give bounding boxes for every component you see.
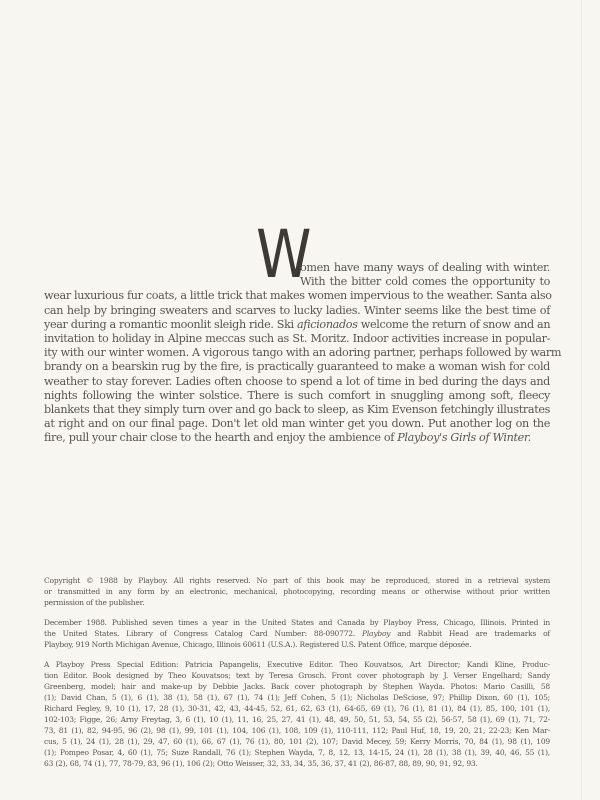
text-line	[44, 389, 550, 403]
text-segment: year during a romantic moonlit sleigh ride. Ski	[44, 317, 297, 331]
text-segment: omen have many ways of dealing with winter.	[300, 261, 550, 274]
text-line	[44, 360, 550, 374]
text-segment: brandy on a bearskin rug by the fire, is practically guaranteed to make a woman wish for cold	[44, 360, 550, 374]
text-line	[44, 758, 550, 769]
text-line	[44, 332, 550, 346]
text-segment: 102-103; Figge, 26; Arny Freytag, 3, 6 (1), 10 (1), 11, 16, 25, 27, 41 (1), 48, 49, 50, 51, 53, 54, 55 (2), 56-57, 58 (1), 69 (1), 71, 72-	[44, 715, 550, 724]
text-line	[44, 692, 550, 703]
text-line	[44, 304, 550, 318]
text-segment: fire, pull your chair close to the hearth and enjoy the ambience of	[44, 431, 398, 445]
text-segment: 63 (2), 68, 74 (1), 77, 78-79, 83, 96 (1), 106 (2); Otto Weisser, 32, 33, 34, 35, 36, 37, 41 (2), 86-87, 88, 89, 90, 91, 92, 93.	[44, 759, 478, 768]
text-segment: at right and on our final page. Don't let old man winter get you down. Put another log on the	[44, 417, 550, 431]
intro-paragraph	[44, 261, 562, 445]
text-line	[44, 714, 550, 725]
italic-text: Playboy's Girls of Winter.	[397, 431, 531, 445]
text-segment: December 1988. Published seven times a year in the United States and Canada by Playboy Press, Chicago, Illinois. Printed in	[44, 618, 550, 627]
text-segment: permission of the publisher.	[44, 598, 145, 607]
text-segment: (1); Pompeo Posar, 4, 60 (1), 75; Suze Randall, 76 (1); Stephen Wayda, 7, 8, 12, 13, 14-15, 24 (1), 28 (1), 38 (1), 39, 40, 46, 55 (1),	[44, 748, 550, 757]
text-line	[44, 736, 550, 747]
italic-text: Playboy	[362, 629, 391, 638]
page-edge	[581, 0, 582, 800]
text-line	[44, 681, 550, 692]
text-segment: invitation to holiday in Alpine meccas such as St. Moritz. Indoor activities increase in popular-	[44, 331, 550, 345]
text-segment: Copyright © 1988 by Playboy. All rights reserved. No part of this book may be reproduced, stored in a retrieval system	[44, 576, 550, 585]
text-line	[300, 275, 550, 289]
text-line	[44, 703, 550, 714]
text-segment: wear luxurious fur coats, a little trick that makes women impervious to the weather. Santa also	[44, 289, 552, 303]
text-line	[44, 586, 550, 597]
text-segment: Playboy, 919 North Michigan Avenue, Chicago, Illinois 60611 (U.S.A.). Registered U.S. Patent Office, marque déposée.	[44, 640, 472, 649]
text-line	[44, 725, 550, 736]
text-line	[44, 403, 550, 417]
drop-cap: W	[256, 216, 312, 293]
text-segment: (1); David Chan, 5 (1), 6 (1), 38 (1), 58 (1), 67 (1), 74 (1); Jeff Cohen, 5 (1); Nicholas DeSciose, 97; Phillip Dixon, 60 (1), 105;	[44, 693, 550, 702]
text-segment: or transmitted in any form by an electronic, mechanical, photocopying, recording means or otherwise without prior written	[44, 587, 550, 596]
credits-paragraph	[44, 659, 550, 769]
text-segment: 73, 81 (1), 82, 94-95, 96 (2), 98 (1), 99, 101 (1), 104, 106 (1), 108, 109 (1), 110-111, 112; Paul Huf, 18, 19, 20, 21, 22-23; Ken Mar-	[44, 726, 550, 735]
text-segment: nights following the winter solstice. There is such comfort in snuggling among soft, fleecy	[44, 388, 550, 402]
text-segment: ity with our winter women. A vigorous tango with an adoring partner, perhaps followed by warm	[44, 346, 562, 360]
text-line	[44, 747, 550, 758]
text-line	[44, 659, 550, 670]
text-segment: Richard Fegley, 9, 10 (1), 17, 28 (1), 30-31, 42, 43, 44-45, 52, 61, 62, 63 (1), 64-65, 69 (1), 76 (1), 81 (1), 84 (1), 85, 100, 101 (1),	[44, 704, 550, 713]
copyright-notice	[44, 575, 550, 608]
text-segment: weather to stay forever. Ladies often choose to spend a lot of time in bed during the days and	[44, 374, 550, 388]
text-segment: Greenberg, model; hair and make-up by Debbie Jacks. Back cover photograph by Stephen Wayda. Photos: Mario Casilli, 58	[44, 682, 550, 691]
text-line	[44, 289, 550, 303]
text-line	[300, 261, 550, 275]
text-segment: tion Editor. Book designed by Theo Kouvatsos; text by Teresa Grosch. Front cover photograph by J. Verser Engelhard; Sandy	[44, 671, 550, 680]
text-line	[44, 575, 550, 586]
text-line	[44, 417, 550, 431]
text-segment: With the bitter cold comes the opportunity to	[300, 275, 550, 289]
text-line	[44, 670, 550, 681]
text-line	[44, 617, 550, 628]
text-line	[44, 346, 562, 360]
text-segment: the United States. Library of Congress Catalog Card Number: 88-090772.	[44, 629, 363, 638]
text-segment: and Rabbit Head are trademarks of	[390, 629, 550, 638]
text-segment: A Playboy Press Special Edition: Patricia Papangelis, Executive Editor. Theo Kouvatsos, Art Director; Kandi Kline, Produc-	[44, 660, 550, 669]
text-line	[44, 639, 550, 650]
text-line	[44, 597, 550, 608]
publication-notice	[44, 617, 550, 650]
text-segment: can help by bringing sweaters and scarves to lucky ladies. Winter seems like the best time of	[44, 303, 550, 317]
text-line	[44, 318, 550, 332]
text-segment: welcome the return of snow and an	[357, 317, 551, 331]
text-segment: blankets that they simply turn over and go back to sleep, as Kim Evenson fetchingly illustrates	[44, 402, 550, 416]
italic-text: aficionados	[296, 317, 358, 331]
text-segment: cus, 5 (1), 24 (1), 28 (1), 29, 47, 60 (1), 66, 67 (1), 76 (1), 80, 101 (2), 107; David Mecey, 59; Kerry Morris, 70, 84 (1), 98 (1), 109	[44, 737, 550, 746]
text-line	[44, 375, 550, 389]
text-line	[44, 431, 550, 445]
text-line	[44, 628, 550, 639]
